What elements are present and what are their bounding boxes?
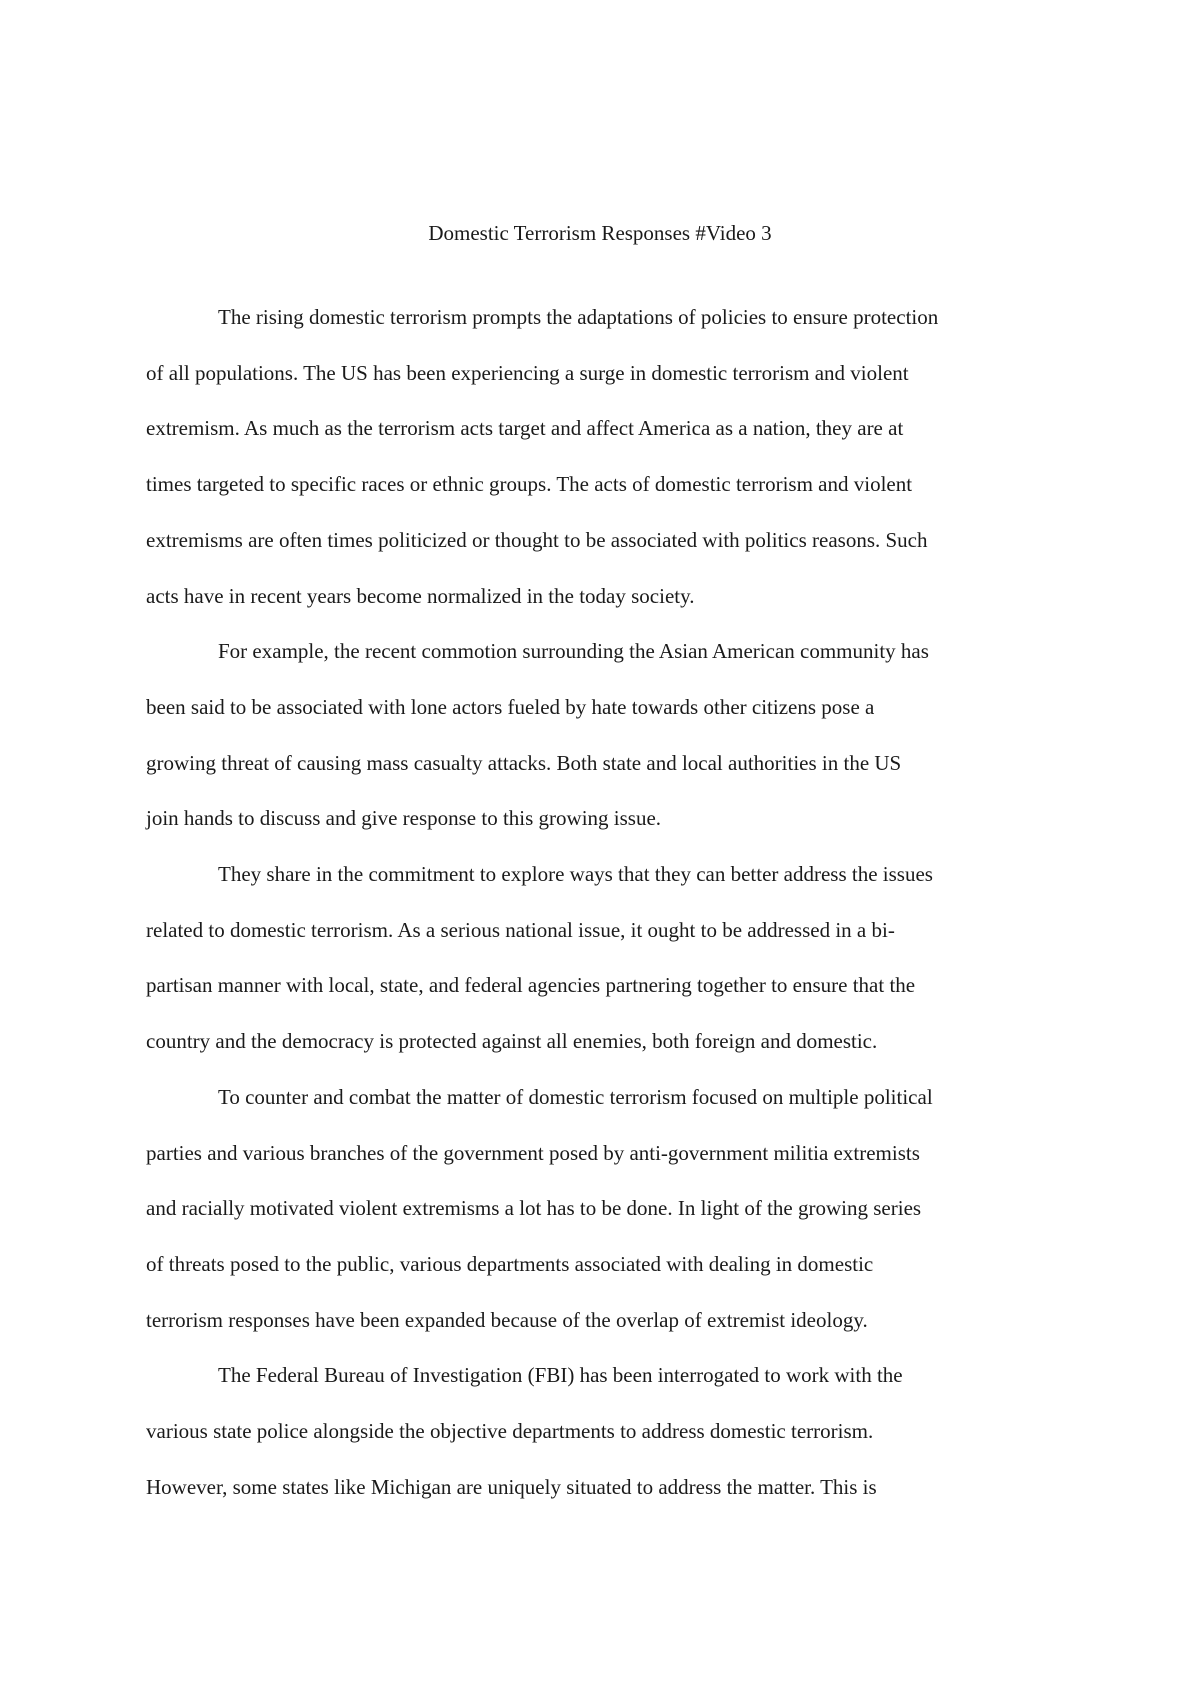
paragraph-4 <box>146 1070 1066 1349</box>
text-line: partisan manner with local, state, and federal agencies partnering together to ensure that the <box>146 973 916 998</box>
text-line: various state police alongside the objective departments to address domestic terrorism. <box>146 1419 874 1444</box>
document-body <box>146 290 1066 1515</box>
paragraph-3 <box>146 847 1066 1070</box>
text-line: been said to be associated with lone actors fueled by hate towards other citizens pose a <box>146 694 875 719</box>
text-line: and racially motivated violent extremisms a lot has to be done. In light of the growing series <box>146 1196 922 1221</box>
text-line: of threats posed to the public, various departments associated with dealing in domestic <box>146 1251 874 1276</box>
text-line: However, some states like Michigan are uniquely situated to address the matter. This is <box>146 1474 877 1499</box>
text-line: of all populations. The US has been experiencing a surge in domestic terrorism and violent <box>146 360 909 385</box>
text-line: For example, the recent commotion surrounding the Asian American community has <box>218 639 929 664</box>
text-line: growing threat of causing mass casualty attacks. Both state and local authorities in the US <box>146 750 902 775</box>
text-line: join hands to discuss and give response to this growing issue. <box>146 806 662 831</box>
text-line: related to domestic terrorism. As a serious national issue, it ought to be addressed in a bi- <box>146 917 895 942</box>
text-line: country and the democracy is protected against all enemies, both foreign and domestic. <box>146 1029 878 1054</box>
text-line: terrorism responses have been expanded because of the overlap of extremist ideology. <box>146 1307 868 1332</box>
paragraph-1 <box>146 290 1066 624</box>
text-line: The Federal Bureau of Investigation (FBI) has been interrogated to work with the <box>218 1363 903 1388</box>
document-title: Domestic Terrorism Responses #Video 3 <box>428 221 772 245</box>
text-line: They share in the commitment to explore ways that they can better address the issues <box>218 862 933 887</box>
text-line: The rising domestic terrorism prompts the adaptations of policies to ensure protection <box>218 305 939 329</box>
text-line: parties and various branches of the government posed by anti-government militia extremists <box>146 1140 920 1165</box>
text-line: extremism. As much as the terrorism acts target and affect America as a nation, they are at <box>146 416 904 441</box>
text-line: To counter and combat the matter of domestic terrorism focused on multiple political <box>218 1084 933 1109</box>
text-line: extremisms are often times politicized or thought to be associated with politics reasons. Such <box>146 527 928 552</box>
paragraph-2 <box>146 624 1066 847</box>
text-line: times targeted to specific races or ethnic groups. The acts of domestic terrorism and violent <box>146 472 913 497</box>
text-line: acts have in recent years become normalized in the today society. <box>146 583 695 608</box>
paragraph-5 <box>146 1348 1066 1515</box>
